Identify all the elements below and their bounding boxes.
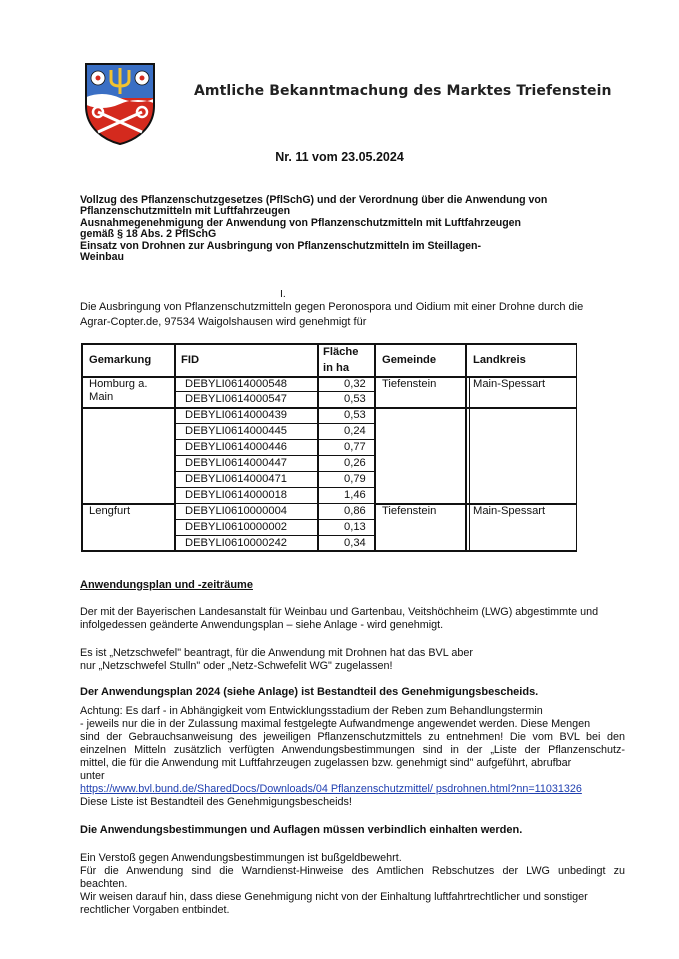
flaeche-cell: 1,46 bbox=[344, 489, 366, 501]
paragraph-line: Der mit der Bayerischen Landesanstalt für Weinbau und Gartenbau, Veitshöchheim (LWG) abgestimmte und bbox=[80, 606, 599, 618]
approval-table bbox=[81, 343, 577, 552]
header-flaeche-unit: in ha bbox=[323, 362, 350, 374]
paragraph-line: Es ist „Netzschwefel" beantragt, für die Anwendung mit Drohnen hat das BVL aber bbox=[80, 647, 473, 659]
fid-cell: DEBYLI0614000445 bbox=[185, 425, 288, 437]
paragraph-line: Für die Anwendung sind die Warndienst-Hinweise des Amtlichen Rebschutzes der LWG unbedingt zu bbox=[80, 865, 625, 877]
paragraph-line: mittel, die für die Anwendung mit Luftfahrzeugen zugelassen bzw. genehmigt sind" aufgeführt, abrufbar bbox=[80, 757, 572, 769]
coat-of-arms-icon bbox=[84, 62, 156, 146]
subject-line: Vollzug des Pflanzenschutzgesetzes (PflSchG) und der Verordnung über die Anwendung von bbox=[80, 194, 548, 206]
plan-2024-statement: Der Anwendungsplan 2024 (siehe Anlage) ist Bestandteil des Genehmigungsbescheids. bbox=[80, 686, 539, 698]
paragraph-line: unter bbox=[80, 770, 105, 782]
flaeche-cell: 0,13 bbox=[344, 521, 366, 533]
landkreis-cell: Main-Spessart bbox=[473, 378, 546, 390]
fid-cell: DEBYLI0614000446 bbox=[185, 441, 288, 453]
fid-cell: DEBYLI0614000471 bbox=[185, 473, 288, 485]
subject-line: Einsatz von Drohnen zur Ausbringung von Pflanzenschutzmitteln im Steillagen- bbox=[80, 239, 482, 252]
header-landkreis: Landkreis bbox=[473, 354, 526, 366]
paragraph-line: einzelnen Mitteln zusätzlich verfügten Anwendungsbestimmungen sind in der „Liste der Pflanzenschutz- bbox=[80, 744, 625, 756]
flaeche-cell: 0,53 bbox=[344, 393, 366, 405]
achtung-paragraph bbox=[80, 705, 625, 809]
page-title: Amtliche Bekanntmachung des Marktes Triefenstein bbox=[194, 83, 612, 99]
issue-number: Nr. 11 vom 23.05.2024 bbox=[275, 150, 404, 164]
fid-cell: DEBYLI0614000447 bbox=[185, 457, 288, 469]
fid-cell: DEBYLI0610000002 bbox=[185, 521, 288, 533]
header-gemeinde: Gemeinde bbox=[382, 354, 437, 366]
paragraph-line: Wir weisen darauf hin, dass diese Genehmigung nicht von der Einhaltung luftfahrtrechtlicher und sonstiger bbox=[80, 891, 588, 903]
bvl-link[interactable]: https://www.bvl.bund.de/SharedDocs/Downloads/04 Pflanzenschutzmittel/ psdrohnen.html?nn=11031326 bbox=[80, 783, 582, 795]
paragraph-line: infolgedessen geänderte Anwendungsplan – siehe Anlage - wird genehmigt. bbox=[80, 619, 444, 631]
paragraph-line: nur „Netzschwefel Stulln" oder „Netz-Schwefelit WG" zugelassen! bbox=[80, 660, 393, 672]
crest-graphic bbox=[84, 62, 156, 146]
lwg-paragraph bbox=[80, 606, 625, 632]
fid-cell: DEBYLI0614000439 bbox=[185, 409, 288, 421]
fid-cell: DEBYLI0614000548 bbox=[185, 378, 288, 390]
landkreis-cell: Main-Spessart bbox=[473, 505, 546, 517]
paragraph-line: rechtlicher Vorgaben entbindet. bbox=[80, 904, 230, 916]
intro-line: Agrar-Copter.de, 97534 Waigolshausen wird genehmigt für bbox=[80, 315, 367, 328]
flaeche-cell: 0,86 bbox=[344, 505, 366, 517]
subject-block bbox=[80, 195, 620, 263]
paragraph-line: Ein Verstoß gegen Anwendungsbestimmungen ist bußgeldbewehrt. bbox=[80, 852, 402, 864]
gemeinde-cell: Tiefenstein bbox=[382, 378, 437, 390]
subject-line: Pflanzenschutzmitteln mit Luftfahrzeugen bbox=[80, 205, 291, 218]
section-number: I. bbox=[280, 288, 286, 300]
paragraph-line: sind der Gebrauchsanweisung des jeweiligen Pflanzenschutzmittels zu entnehmen! Die vom BVL bei den bbox=[80, 731, 625, 743]
fid-cell: DEBYLI0614000018 bbox=[185, 489, 288, 501]
paragraph-line: beachten. bbox=[80, 878, 128, 890]
header-flaeche: Fläche bbox=[323, 346, 359, 358]
flaeche-cell: 0,26 bbox=[344, 457, 366, 469]
gemarkung-cell: Lengfurt bbox=[89, 505, 131, 517]
subject-line: gemäß § 18 Abs. 2 PflSchG bbox=[80, 228, 217, 241]
intro-line: Die Ausbringung von Pflanzenschutzmitteln gegen Peronospora und Oidium mit einer Drohne durch die bbox=[80, 301, 584, 313]
final-paragraph bbox=[80, 852, 625, 917]
paragraph-line: Achtung: Es darf - in Abhängigkeit vom Entwicklungsstadium der Reben zum Behandlungstermin bbox=[80, 705, 543, 717]
binding-heading: Die Anwendungsbestimmungen und Auflagen müssen verbindlich einhalten werden. bbox=[80, 824, 523, 836]
flaeche-cell: 0,53 bbox=[344, 409, 366, 421]
subject-line: Weinbau bbox=[80, 251, 124, 264]
flaeche-cell: 0,77 bbox=[344, 441, 366, 453]
header-gemarkung: Gemarkung bbox=[89, 354, 152, 366]
gemarkung-cell: Main bbox=[89, 391, 114, 403]
header-fid: FID bbox=[181, 354, 200, 366]
fid-cell: DEBYLI0610000004 bbox=[185, 505, 288, 517]
fid-cell: DEBYLI0610000242 bbox=[185, 537, 288, 549]
netzschwefel-paragraph bbox=[80, 647, 625, 673]
paragraph-line: - jeweils nur die in der Zulassung maximal festgelegte Aufwandmenge angewendet werden. Diese Mengen bbox=[80, 718, 591, 730]
subject-line: Ausnahmegenehmigung der Anwendung von Pflanzenschutzmitteln mit Luftfahrzeugen bbox=[80, 216, 522, 229]
flaeche-cell: 0,24 bbox=[344, 425, 366, 437]
flaeche-cell: 0,32 bbox=[344, 378, 366, 390]
gemarkung-cell: Homburg a. bbox=[89, 378, 148, 390]
paragraph-line: Diese Liste ist Bestandteil des Genehmigungsbescheids! bbox=[80, 796, 352, 808]
flaeche-cell: 0,79 bbox=[344, 473, 366, 485]
gemeinde-cell: Tiefenstein bbox=[382, 505, 437, 517]
fid-cell: DEBYLI0614000547 bbox=[185, 393, 288, 405]
usage-plan-heading: Anwendungsplan und -zeiträume bbox=[80, 579, 253, 591]
intro-text bbox=[80, 300, 625, 329]
flaeche-cell: 0,34 bbox=[344, 537, 366, 549]
